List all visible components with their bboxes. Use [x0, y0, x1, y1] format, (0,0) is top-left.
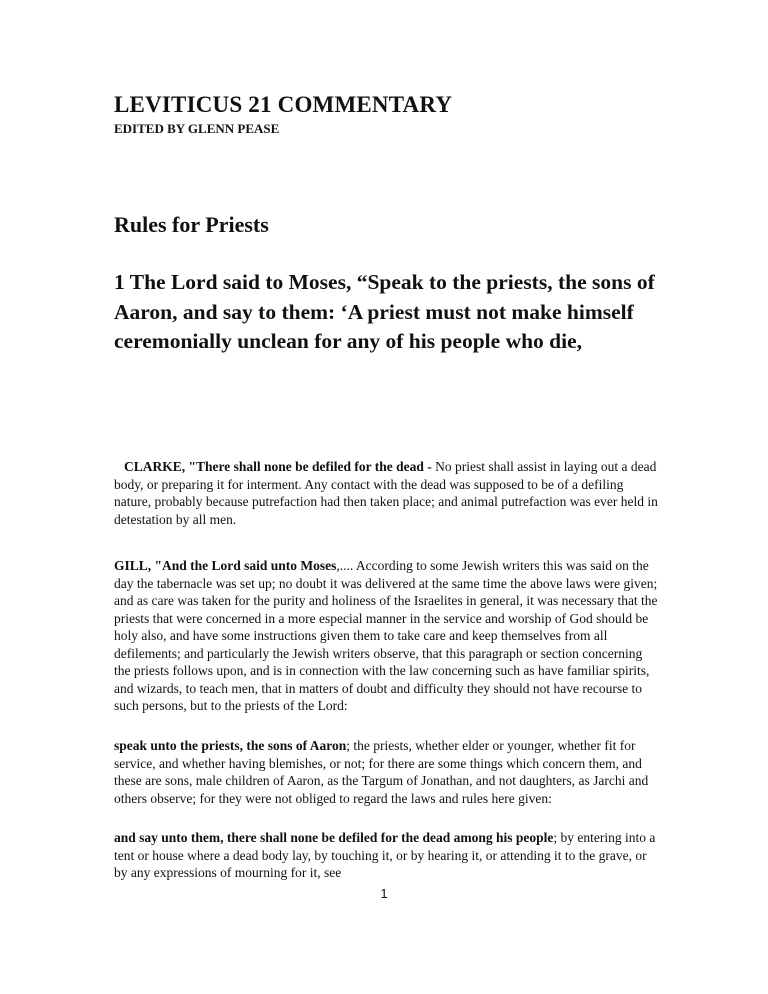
say-commentary — [114, 829, 662, 882]
document-subtitle: EDITED BY GLENN PEASE — [114, 121, 280, 136]
speak-label: speak unto the priests, the sons of Aaron — [114, 738, 347, 753]
speak-text: ; the priests, whether elder or younger, whether fit for service, and whether having blemishes, or not; for there are some things which concern them, and these are sons, male children of Aaron, as the Targum of Jonathan, and not daughters, as Jarchi and others observe; for they were not obliged to regard the laws and rules here given: — [114, 738, 649, 806]
page-number: 1 — [380, 886, 388, 901]
clarke-text: No priest shall assist in laying out a dead body, or preparing it for interment. Any contact with the dead was supposed to be of a defiling nature, probably because putrefaction had then taken place; and animal putrefaction was ever held in detestation by all men. — [114, 459, 658, 527]
document-title: LEVITICUS 21 COMMENTARY — [114, 92, 453, 117]
say-text: ; by entering into a tent or house where a dead body lay, by touching it, or by hearing it, or attending it to the grave, or by any expressions of mourning for it, see — [114, 830, 656, 880]
gill-commentary — [114, 557, 662, 715]
verse-text: 1 The Lord said to Moses, “Speak to the priests, the sons of Aaron, and say to them: ‘A priest must not make himself ceremonially unclean for any of his people who die, — [114, 270, 655, 353]
clarke-commentary — [114, 458, 662, 528]
speak-commentary — [114, 737, 662, 807]
say-label: and say unto them, there shall none be defiled for the dead among his people — [114, 830, 554, 845]
gill-text: ,.... According to some Jewish writers this was said on the day the tabernacle was set up; no doubt it was delivered at the same time the above laws were given; and as care was taken for the purity and holiness of the Israelites in general, it was necessary that the priests that were concerned in a more especial manner in the service and worship of God should be holy also, and have some instructions given them to take care and keep themselves from all defilements; and particularly the Jewish writers observe, that this paragraph or section concerning the priests follows upon, and is in connection with the law concerning such as have familiar spirits, and wizards, to teach men, that in matters of doubt and difficulty they should not have recourse to such persons, but to the priests of the Lord: — [114, 558, 658, 713]
section-heading: Rules for Priests — [114, 212, 269, 237]
clarke-label: CLARKE, "There shall none be defiled for the dead - — [124, 459, 432, 474]
gill-label: GILL, "And the Lord said unto Moses — [114, 558, 337, 573]
